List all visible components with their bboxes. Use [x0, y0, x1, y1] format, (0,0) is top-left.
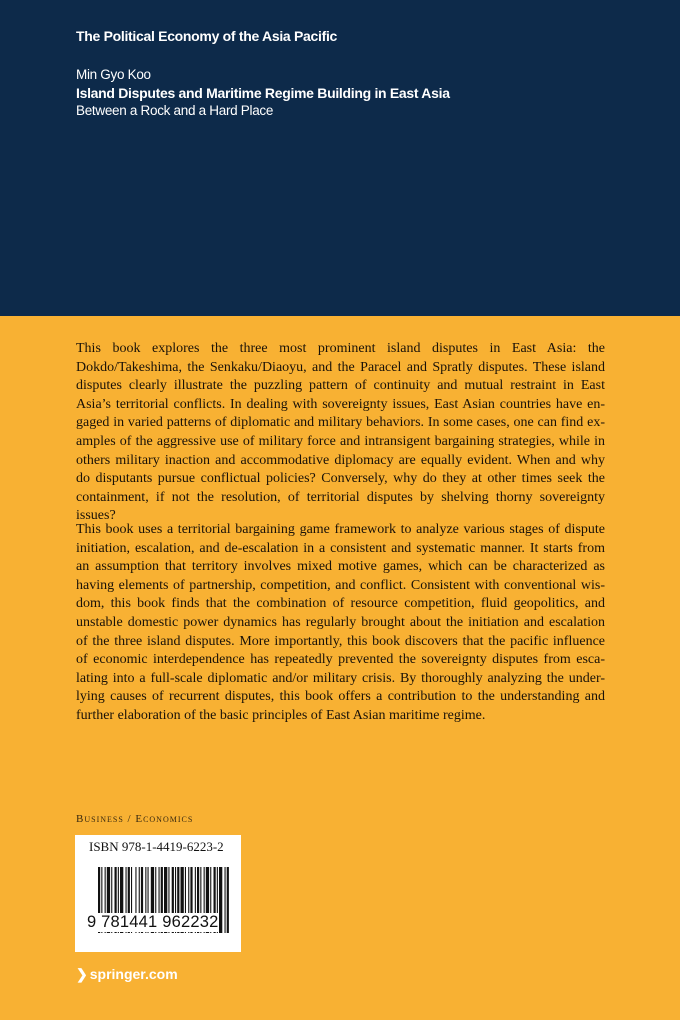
series-title: The Political Economy of the Asia Pacific	[76, 28, 338, 44]
blurb-line: gaged in varied patterns of diplomatic and military behaviors. In some cases, one can find ex-	[76, 415, 605, 431]
blurb-line: This book explores the three most prominent island disputes in East Asia: the	[76, 341, 605, 356]
chevron-right-icon: ❯	[76, 966, 88, 982]
barcode-bar	[227, 867, 229, 933]
blurb-line: Asia’s territorial conflicts. In dealing with sovereignty issues, East Asian countries have en-	[76, 396, 605, 412]
author-name: Min Gyo Koo	[76, 67, 151, 82]
barcode-bar	[219, 867, 222, 933]
blurb-line: initiation, escalation, and de-escalation in a consistent and systematic manner. It starts from	[76, 540, 605, 556]
blurb-line: of economic interdependence has repeatedly prevented the sovereignty disputes from esca-	[76, 652, 605, 668]
blurb-line: disputes clearly illustrate the puzzling pattern of continuity and mutual restraint in East	[76, 378, 605, 394]
springer-url: springer.com	[89, 966, 178, 982]
barcode-number: 9 781441 962232	[87, 913, 219, 931]
blurb-line: an assumption that territory involves mixed motive games, which can be characterized as	[76, 559, 605, 575]
barcode-bar	[225, 867, 226, 933]
blurb-line: lying causes of recurrent disputes, this book offers a contribution to the understanding and	[76, 689, 605, 705]
blurb-line: others military inaction and accommodative diplomacy are equally evident. When and why	[76, 452, 605, 468]
blurb-line: amples of the aggressive use of military force and intransigent bargaining strategies, while in	[76, 433, 605, 449]
book-title: Island Disputes and Maritime Regime Building in East Asia	[76, 85, 450, 101]
blurb-line: containment, if not the resolution, of territorial disputes by shelving thorny sovereignty	[76, 489, 605, 505]
blurb-line: further elaboration of the basic principles of East Asian maritime regime.	[76, 707, 486, 723]
cover-header	[0, 0, 680, 316]
category-label: Business / Economics	[76, 813, 194, 825]
blurb-line: do disputants pursue conflictual policies? Conversely, why do they at other times seek the	[76, 471, 605, 487]
blurb-paragraph-1	[76, 340, 605, 526]
isbn-barcode-box	[75, 835, 241, 952]
blurb-line: lating into a full-scale diplomatic and/or military crisis. By thoroughly analyzing the under-	[76, 670, 605, 686]
blurb-line: Dokdo/Takeshima, the Senkaku/Diaoyu, and the Paracel and Spratly disputes. These island	[76, 359, 605, 375]
isbn-text: ISBN 978-1-4419-6223-2	[89, 839, 224, 854]
blurb-line: This book uses a territorial bargaining game framework to analyze various stages of dispute	[76, 522, 605, 537]
blurb-line: unstable domestic power dynamics has regularly brought about the initiation and escalation	[76, 614, 605, 630]
blurb-paragraph-2	[76, 521, 605, 726]
springer-link[interactable]	[76, 966, 178, 983]
blurb-line: having elements of partnership, competition, and conflict. Consistent with conventional wis-	[76, 577, 605, 593]
blurb-line: dom, this book finds that the combination of resource competition, fluid geopolitics, and	[76, 596, 605, 612]
book-subtitle: Between a Rock and a Hard Place	[76, 103, 274, 118]
blurb-line: of the three island disputes. More importantly, this book discovers that the pacific influence	[76, 633, 605, 649]
blurb-line: issues?	[76, 508, 116, 524]
